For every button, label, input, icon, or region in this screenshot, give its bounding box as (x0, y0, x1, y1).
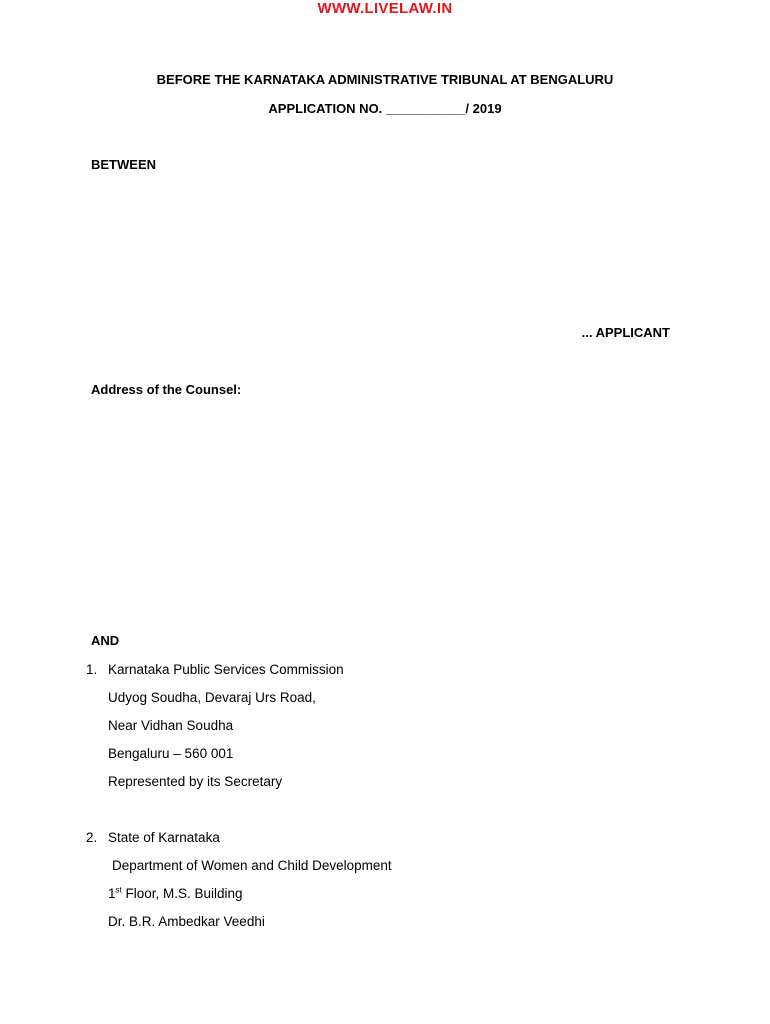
floor-suffix: st (115, 885, 122, 895)
tribunal-heading: BEFORE THE KARNATAKA ADMINISTRATIVE TRIBUNAL AT BENGALURU (156, 72, 614, 87)
respondent-2-number: 2. (86, 830, 98, 845)
respondent-1-address-line: Udyog Soudha, Devaraj Urs Road, (108, 690, 316, 705)
and-label: AND (91, 633, 120, 648)
respondent-1-address-line: Near Vidhan Soudha (108, 718, 234, 733)
livelaw-watermark: WWW.LIVELAW.IN (317, 0, 453, 17)
between-label: BETWEEN (91, 157, 156, 172)
respondent-1-number: 1. (86, 662, 98, 677)
respondent-2-floor (108, 886, 243, 901)
respondent-1-address-line: Bengaluru – 560 001 (108, 746, 234, 761)
respondent-1-name: Karnataka Public Services Commission (108, 662, 344, 677)
floor-building: Floor, M.S. Building (121, 886, 243, 901)
respondent-1-representation: Represented by its Secretary (108, 774, 283, 789)
floor-number: 1 (108, 886, 116, 901)
counsel-address-label: Address of the Counsel: (91, 382, 242, 397)
respondent-2-street: Dr. B.R. Ambedkar Veedhi (108, 914, 265, 929)
applicant-label: ... APPLICANT (581, 325, 670, 340)
respondent-2-name: State of Karnataka (108, 830, 220, 845)
application-number: APPLICATION NO. ___________/ 2019 (268, 101, 502, 116)
respondent-2-department: Department of Women and Child Development (112, 858, 392, 873)
